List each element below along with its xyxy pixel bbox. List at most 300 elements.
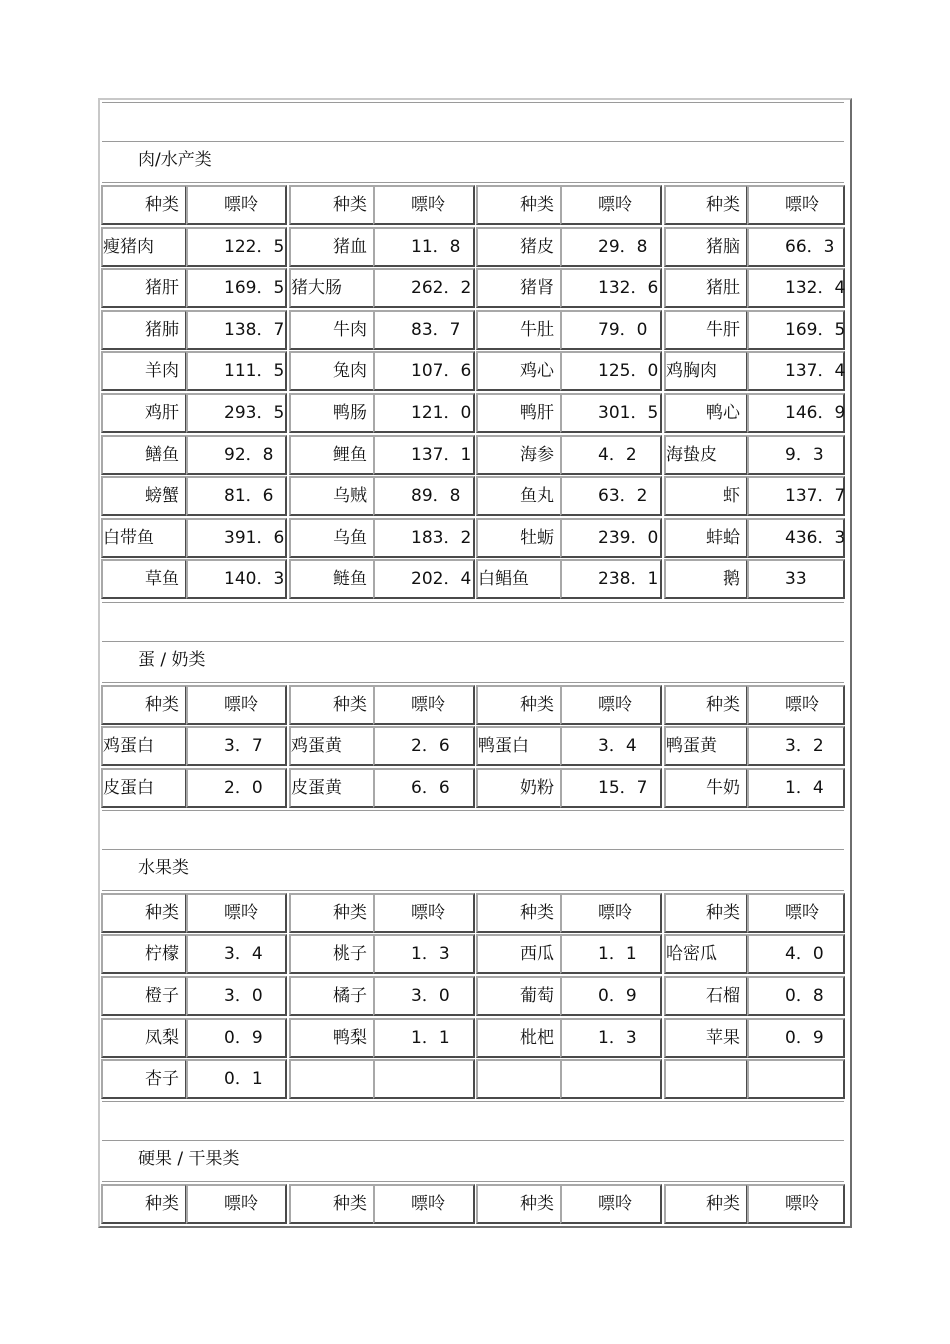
food-name: 乌鱼 (333, 527, 367, 548)
purine-value: 4．0 (785, 944, 824, 965)
food-name: 鸭蛋黄 (666, 736, 717, 757)
purine-value: 3．0 (224, 986, 263, 1006)
column-header-name (476, 685, 562, 725)
header-purine-label: 嘌呤 (598, 195, 632, 215)
food-name: 鸡肝 (145, 403, 179, 423)
section-title: 蛋 / 奶类 (138, 649, 206, 670)
column-header-purine (373, 185, 475, 225)
header-name-label: 种类 (706, 195, 740, 215)
purine-value-cell (560, 1018, 662, 1058)
column-header-purine (747, 1184, 845, 1224)
food-name-cell (101, 559, 187, 599)
food-name: 螃蟹 (145, 486, 179, 507)
food-name: 鸭肝 (520, 403, 554, 423)
food-name: 兔肉 (333, 361, 367, 382)
food-name-cell (101, 268, 187, 308)
header-purine-label: 嘌呤 (785, 694, 819, 715)
food-name-cell (101, 310, 187, 350)
purine-value: 111．5 (224, 361, 285, 382)
purine-value: 0．9 (598, 986, 637, 1006)
header-name-label: 种类 (145, 694, 179, 715)
food-name: 凤梨 (145, 1027, 179, 1048)
food-name-cell (664, 351, 748, 391)
purine-value: 239．0 (598, 527, 659, 548)
food-name: 橘子 (333, 986, 367, 1006)
food-name-cell (101, 768, 187, 808)
section-spacer (102, 102, 844, 142)
purine-value-cell (186, 1018, 287, 1058)
header-purine-label: 嘌呤 (411, 1194, 445, 1215)
food-name-cell (289, 518, 375, 558)
purine-value-cell (747, 393, 845, 433)
header-name-label: 种类 (520, 195, 554, 215)
food-name-cell (476, 976, 562, 1016)
purine-value: 6．6 (411, 777, 450, 798)
purine-value-cell (186, 310, 287, 350)
purine-value: 92．8 (224, 444, 274, 465)
food-name-cell (289, 976, 375, 1016)
purine-value-cell (747, 1018, 845, 1058)
header-name-label: 种类 (333, 902, 367, 923)
food-name: 猪肚 (706, 278, 740, 299)
purine-value: 3．4 (224, 944, 263, 965)
purine-value-cell (560, 934, 662, 974)
food-name-cell (289, 310, 375, 350)
purine-value: 29．8 (598, 236, 648, 257)
purine-value: 33 (785, 569, 807, 590)
purine-value: 137．1 (411, 444, 472, 465)
header-name-label: 种类 (145, 1194, 179, 1215)
section-spacer (102, 602, 844, 642)
food-name-cell (289, 351, 375, 391)
food-name: 鳝鱼 (145, 444, 179, 465)
purine-value-cell (186, 435, 287, 475)
header-name-label: 种类 (333, 1194, 367, 1215)
purine-value: 169．5 (785, 319, 846, 340)
header-name-label: 种类 (145, 195, 179, 215)
food-name-cell (289, 934, 375, 974)
food-name: 哈密瓜 (666, 944, 717, 965)
food-name: 牛肝 (706, 319, 740, 340)
purine-value-cell (560, 976, 662, 1016)
purine-value-cell (560, 1059, 662, 1099)
purine-value: 0．9 (785, 1027, 824, 1048)
column-header-purine (373, 1184, 475, 1224)
purine-value: 293．5 (224, 403, 285, 423)
section-title: 硬果 / 干果类 (138, 1149, 240, 1170)
purine-value-cell (747, 518, 845, 558)
purine-value: 66．3 (785, 236, 835, 257)
purine-value-cell (373, 768, 475, 808)
column-header-name (476, 1184, 562, 1224)
purine-value: 79．0 (598, 319, 648, 340)
column-header-name (664, 185, 748, 225)
purine-value-cell (186, 268, 287, 308)
purine-value: 202．4 (411, 569, 472, 590)
section-spacer (102, 1101, 844, 1141)
food-name: 羊肉 (145, 361, 179, 382)
food-name: 鸭心 (706, 403, 740, 423)
food-name-cell (289, 768, 375, 808)
purine-value: 0．9 (224, 1027, 263, 1048)
food-name-cell (101, 726, 187, 766)
column-header-purine (560, 1184, 662, 1224)
food-name: 海参 (520, 444, 554, 465)
food-name: 鸭肠 (333, 403, 367, 423)
food-name-cell (664, 393, 748, 433)
purine-value-cell (560, 435, 662, 475)
food-name: 奶粉 (520, 777, 554, 798)
header-purine-label: 嘌呤 (224, 694, 258, 715)
food-name: 牛肉 (333, 319, 367, 340)
column-header-purine (560, 185, 662, 225)
food-name: 猪大肠 (291, 278, 342, 299)
food-name-cell (289, 1059, 375, 1099)
purine-value-cell (747, 476, 845, 516)
header-purine-label: 嘌呤 (224, 195, 258, 215)
header-name-label: 种类 (520, 1194, 554, 1215)
section-title-row (102, 143, 844, 183)
food-name: 西瓜 (520, 944, 554, 965)
food-name-cell (476, 268, 562, 308)
food-name: 皮蛋黄 (291, 777, 342, 798)
food-name-cell (289, 476, 375, 516)
food-name-cell (476, 435, 562, 475)
purine-value-cell (747, 351, 845, 391)
food-name: 猪肝 (145, 278, 179, 299)
column-header-purine (186, 893, 287, 933)
purine-value-cell (186, 393, 287, 433)
food-name-cell (664, 227, 748, 267)
food-name-cell (664, 268, 748, 308)
column-header-name (664, 1184, 748, 1224)
purine-value: 3．0 (411, 986, 450, 1006)
purine-value: 301．5 (598, 403, 659, 423)
header-name-label: 种类 (145, 902, 179, 923)
purine-value: 125．0 (598, 361, 659, 382)
purine-value-cell (747, 976, 845, 1016)
purine-value: 238．1 (598, 569, 659, 590)
section-title-row (102, 643, 844, 683)
food-name-cell (289, 227, 375, 267)
food-name-cell (101, 1059, 187, 1099)
purine-value: 9．3 (785, 444, 824, 465)
food-name-cell (101, 435, 187, 475)
food-name: 石榴 (706, 986, 740, 1006)
purine-value-cell (373, 310, 475, 350)
header-purine-label: 嘌呤 (411, 902, 445, 923)
food-name-cell (476, 559, 562, 599)
food-name-cell (664, 1059, 748, 1099)
column-header-name (101, 893, 187, 933)
column-header-name (289, 1184, 375, 1224)
food-name: 猪血 (333, 236, 367, 257)
section-title: 水果类 (138, 857, 189, 878)
food-name: 猪肾 (520, 278, 554, 299)
purine-value: 3．7 (224, 736, 263, 757)
purine-value: 83．7 (411, 319, 461, 340)
purine-value-cell (186, 476, 287, 516)
purine-value-cell (373, 518, 475, 558)
food-name: 牡蛎 (520, 527, 554, 548)
food-name: 乌贼 (333, 486, 367, 507)
column-header-purine (186, 685, 287, 725)
column-header-purine (747, 685, 845, 725)
purine-value: 3．2 (785, 736, 824, 757)
purine-value: 1．1 (411, 1027, 450, 1048)
purine-value: 436．3 (785, 527, 846, 548)
food-name-cell (664, 559, 748, 599)
food-name: 橙子 (145, 986, 179, 1006)
purine-value-cell (560, 393, 662, 433)
column-header-purine (373, 685, 475, 725)
food-name-cell (664, 518, 748, 558)
food-name: 瘦猪肉 (103, 236, 154, 257)
food-name-cell (476, 518, 562, 558)
header-purine-label: 嘌呤 (598, 694, 632, 715)
header-name-label: 种类 (520, 694, 554, 715)
header-purine-label: 嘌呤 (598, 1194, 632, 1215)
food-name-cell (289, 435, 375, 475)
purine-value-cell (186, 768, 287, 808)
purine-value-cell (373, 1018, 475, 1058)
purine-value: 89．8 (411, 486, 461, 507)
header-purine-label: 嘌呤 (785, 902, 819, 923)
purine-value-cell (186, 726, 287, 766)
header-name-label: 种类 (520, 902, 554, 923)
food-name-cell (476, 726, 562, 766)
purine-value-cell (747, 726, 845, 766)
column-header-name (664, 893, 748, 933)
column-header-name (289, 685, 375, 725)
purine-value: 262．2 (411, 278, 472, 299)
section-title-row (102, 851, 844, 891)
food-name: 皮蛋白 (103, 777, 154, 798)
purine-value-cell (560, 310, 662, 350)
food-name: 鸡胸肉 (666, 361, 717, 382)
food-name-cell (476, 768, 562, 808)
food-name-cell (101, 476, 187, 516)
purine-value: 63．2 (598, 486, 648, 507)
purine-value-cell (747, 435, 845, 475)
food-name: 猪肺 (145, 319, 179, 340)
column-header-name (476, 185, 562, 225)
purine-value: 107．6 (411, 361, 472, 382)
purine-value: 1．3 (598, 1027, 637, 1048)
food-name-cell (664, 934, 748, 974)
food-name: 白鲳鱼 (478, 569, 529, 590)
purine-value-cell (373, 976, 475, 1016)
purine-value-cell (560, 351, 662, 391)
food-name-cell (476, 476, 562, 516)
purine-value-cell (373, 351, 475, 391)
purine-value: 122．5 (224, 236, 285, 257)
header-purine-label: 嘌呤 (224, 1194, 258, 1215)
purine-value-cell (373, 393, 475, 433)
food-name-cell (101, 518, 187, 558)
purine-value-cell (560, 768, 662, 808)
food-name: 海蛰皮 (666, 444, 717, 465)
purine-value: 11．8 (411, 236, 461, 257)
purine-value-cell (373, 934, 475, 974)
purine-value: 137．7 (785, 486, 846, 507)
purine-value-cell (747, 227, 845, 267)
food-name-cell (289, 726, 375, 766)
purine-value: 1．1 (598, 944, 637, 965)
purine-value: 146．9 (785, 403, 846, 423)
column-header-purine (186, 185, 287, 225)
purine-value: 137．4 (785, 361, 846, 382)
food-name: 白带鱼 (103, 527, 154, 548)
purine-value: 169．5 (224, 278, 285, 299)
section-title: 肉/水产类 (138, 150, 212, 170)
purine-value-cell (186, 518, 287, 558)
column-header-name (289, 185, 375, 225)
header-name-label: 种类 (333, 195, 367, 215)
purine-value: 138．7 (224, 319, 285, 340)
purine-value: 81．6 (224, 486, 274, 507)
food-name-cell (289, 268, 375, 308)
food-name: 鹅 (723, 569, 740, 590)
food-name: 鸡蛋黄 (291, 736, 342, 757)
purine-value: 15．7 (598, 777, 648, 798)
food-name: 枇杷 (520, 1027, 554, 1048)
column-header-purine (560, 893, 662, 933)
purine-value-cell (747, 268, 845, 308)
food-name-cell (664, 768, 748, 808)
food-name-cell (476, 227, 562, 267)
purine-value-cell (560, 559, 662, 599)
purine-value: 121．0 (411, 403, 472, 423)
food-name-cell (101, 1018, 187, 1058)
food-name-cell (101, 934, 187, 974)
food-name: 猪皮 (520, 236, 554, 257)
purine-value: 132．4 (785, 278, 846, 299)
food-name: 鸡心 (520, 361, 554, 382)
header-purine-label: 嘌呤 (411, 694, 445, 715)
purine-value-cell (373, 726, 475, 766)
food-name-cell (664, 476, 748, 516)
food-name-cell (101, 393, 187, 433)
purine-value-cell (747, 768, 845, 808)
purine-value-cell (560, 227, 662, 267)
purine-value-cell (560, 476, 662, 516)
purine-value-cell (186, 976, 287, 1016)
column-header-name (476, 893, 562, 933)
food-name: 桃子 (333, 944, 367, 965)
purine-value-cell (560, 726, 662, 766)
header-purine-label: 嘌呤 (411, 195, 445, 215)
food-name-cell (101, 351, 187, 391)
food-name-cell (289, 393, 375, 433)
food-name-cell (476, 1018, 562, 1058)
food-name: 牛肚 (520, 319, 554, 340)
purine-value-cell (373, 227, 475, 267)
purine-value: 140．3 (224, 569, 285, 590)
purine-value-cell (560, 518, 662, 558)
food-name-cell (101, 227, 187, 267)
food-name: 鲤鱼 (333, 444, 367, 465)
header-purine-label: 嘌呤 (785, 195, 819, 215)
purine-value: 391．6 (224, 527, 285, 548)
column-header-name (101, 685, 187, 725)
food-name: 牛奶 (706, 777, 740, 798)
food-name-cell (664, 435, 748, 475)
purine-value: 2．6 (411, 736, 450, 757)
purine-value: 0．8 (785, 986, 824, 1006)
header-name-label: 种类 (706, 1194, 740, 1215)
header-name-label: 种类 (706, 694, 740, 715)
column-header-purine (186, 1184, 287, 1224)
purine-value: 4．2 (598, 444, 637, 465)
purine-value-cell (186, 559, 287, 599)
food-name: 鸭蛋白 (478, 736, 529, 757)
food-name-cell (476, 351, 562, 391)
header-purine-label: 嘌呤 (224, 902, 258, 923)
purine-value-cell (373, 559, 475, 599)
purine-value: 132．6 (598, 278, 659, 299)
column-header-purine (747, 185, 845, 225)
food-name: 蚌蛤 (706, 527, 740, 548)
purine-value-cell (186, 227, 287, 267)
purine-value-cell (747, 934, 845, 974)
food-name: 猪脑 (706, 236, 740, 257)
section-spacer (102, 810, 844, 850)
food-name-cell (476, 310, 562, 350)
food-name: 柠檬 (145, 944, 179, 965)
column-header-purine (560, 685, 662, 725)
purine-value-cell (186, 1059, 287, 1099)
purine-value-cell (373, 1059, 475, 1099)
column-header-purine (747, 893, 845, 933)
food-name-cell (476, 1059, 562, 1099)
header-purine-label: 嘌呤 (598, 902, 632, 923)
purine-value-cell (747, 1059, 845, 1099)
food-name: 鱼丸 (520, 486, 554, 507)
purine-value-cell (186, 934, 287, 974)
purine-value-cell (373, 268, 475, 308)
food-name-cell (476, 393, 562, 433)
food-name: 苹果 (706, 1027, 740, 1048)
header-name-label: 种类 (333, 694, 367, 715)
header-purine-label: 嘌呤 (785, 1194, 819, 1215)
food-name: 杏子 (145, 1069, 179, 1090)
purine-value: 3．4 (598, 736, 637, 757)
purine-value-cell (186, 351, 287, 391)
food-name-cell (289, 559, 375, 599)
purine-value-cell (373, 476, 475, 516)
column-header-name (101, 185, 187, 225)
food-name: 草鱼 (145, 569, 179, 590)
food-name-cell (664, 310, 748, 350)
purine-value-cell (560, 268, 662, 308)
food-name: 鸭梨 (333, 1027, 367, 1048)
purine-value: 1．3 (411, 944, 450, 965)
purine-value: 1．4 (785, 777, 824, 798)
food-name: 虾 (723, 486, 740, 507)
food-name-cell (289, 1018, 375, 1058)
column-header-purine (373, 893, 475, 933)
purine-value: 2．0 (224, 777, 263, 798)
food-name-cell (664, 976, 748, 1016)
purine-value-cell (747, 559, 845, 599)
purine-value-cell (747, 310, 845, 350)
food-name-cell (664, 1018, 748, 1058)
purine-value: 0．1 (224, 1069, 263, 1090)
food-name-cell (664, 726, 748, 766)
purine-value-cell (373, 435, 475, 475)
purine-value: 183．2 (411, 527, 472, 548)
